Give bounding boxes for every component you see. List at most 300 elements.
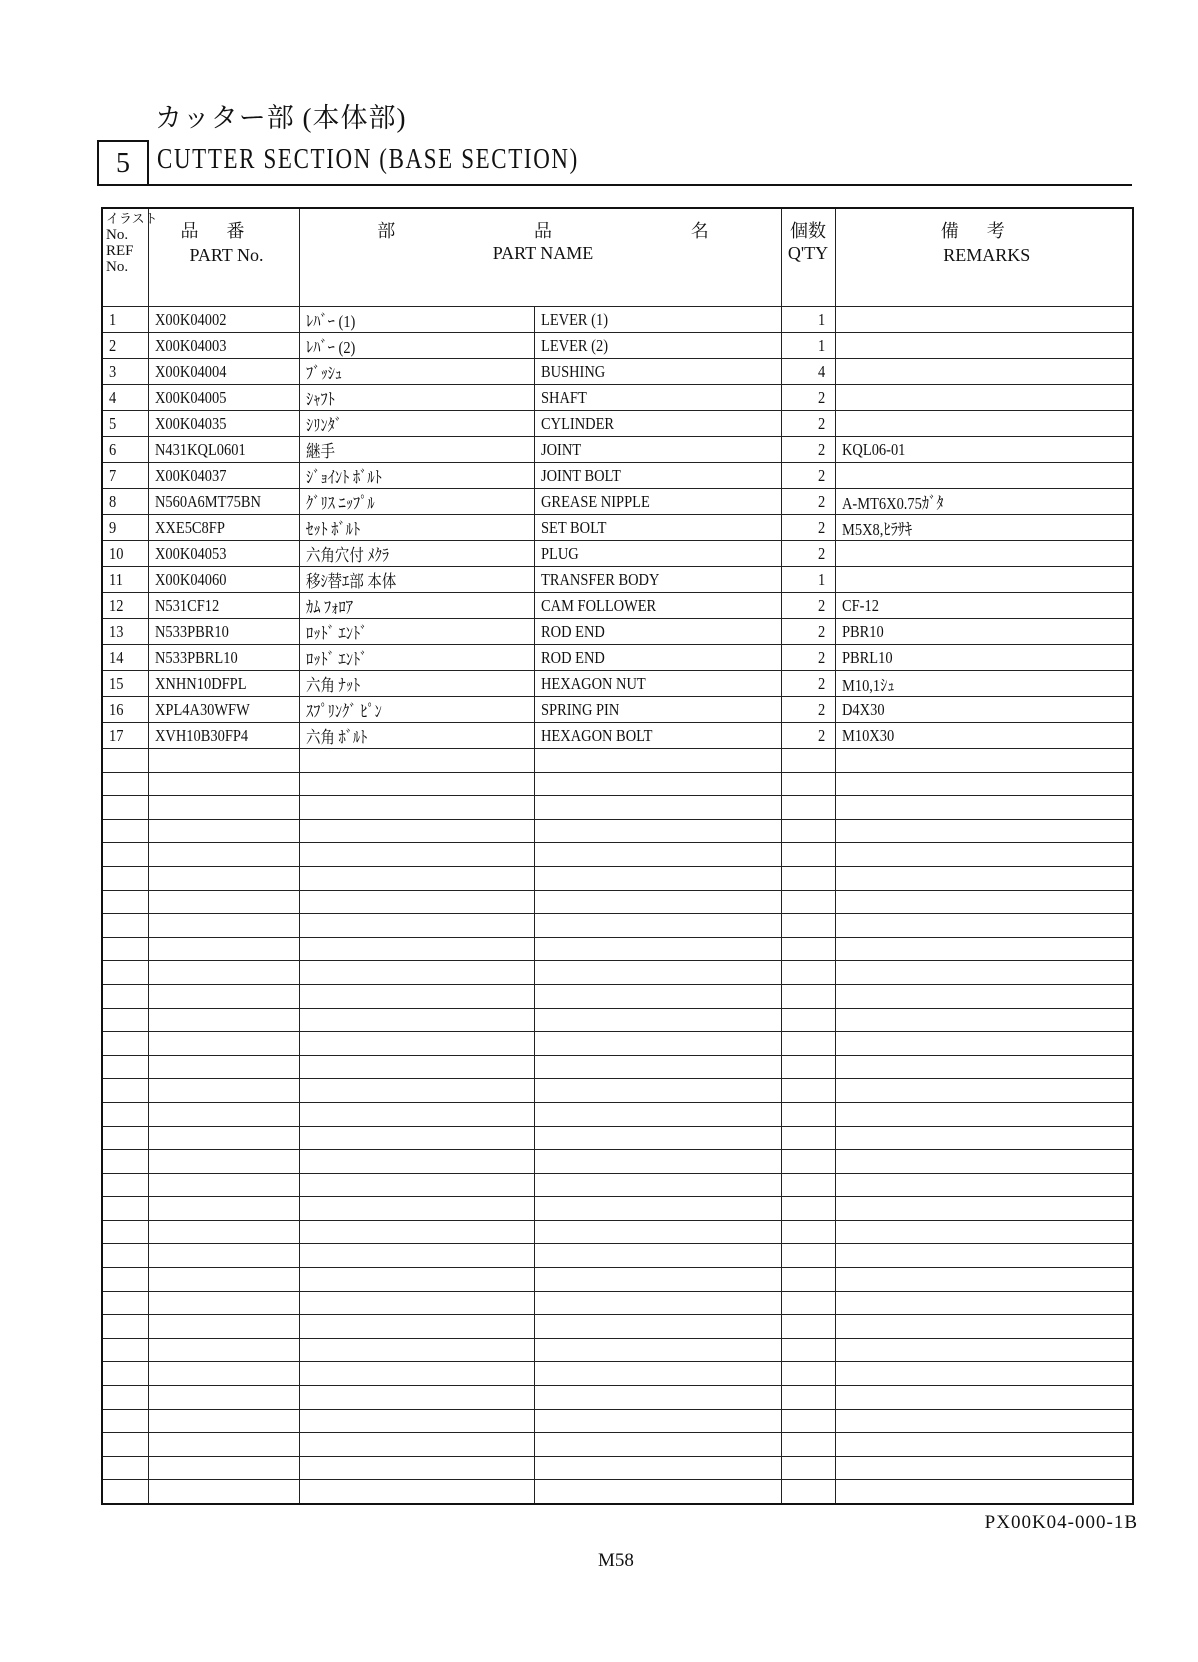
- header-part-name: [299, 208, 781, 307]
- cell-qty: [781, 671, 835, 697]
- cell-part-name-jp: [299, 463, 534, 489]
- cell-part-no: [148, 489, 299, 515]
- empty-table-row: [102, 984, 1133, 1008]
- cell-remarks: [835, 866, 1133, 890]
- cell-part-name-en-text: PLUG: [540, 543, 579, 563]
- cell-part-name-en: [534, 671, 781, 697]
- cell-qty-text: 2: [818, 699, 826, 719]
- cell-remarks: [835, 1386, 1133, 1410]
- cell-part-no: [148, 1150, 299, 1174]
- cell-remarks: [835, 1032, 1133, 1056]
- cell-ref: [102, 961, 148, 985]
- parts-table-body: [102, 307, 1133, 1505]
- cell-part-no: [148, 1244, 299, 1268]
- cell-qty: [781, 1079, 835, 1103]
- header-part-name-jp-char: 品: [534, 221, 552, 241]
- cell-qty-text: 2: [818, 439, 826, 459]
- cell-qty: [781, 1126, 835, 1150]
- empty-table-row: [102, 1008, 1133, 1032]
- cell-part-name-en: [534, 463, 781, 489]
- cell-qty: [781, 489, 835, 515]
- cell-part-name-jp: [299, 359, 534, 385]
- cell-qty: [781, 819, 835, 843]
- cell-part-name-en: [534, 1102, 781, 1126]
- cell-part-name-jp: [299, 937, 534, 961]
- cell-ref: [102, 749, 148, 773]
- cell-ref-text: 3: [109, 361, 117, 381]
- cell-qty-text: 2: [818, 413, 826, 433]
- table-row: [102, 385, 1133, 411]
- cell-part-no-text: N431KQL0601: [154, 439, 246, 459]
- cell-remarks: [835, 772, 1133, 796]
- cell-ref: [102, 307, 148, 333]
- cell-ref: [102, 359, 148, 385]
- header-part-name-jp-char: 名: [690, 221, 709, 241]
- cell-part-no: [148, 796, 299, 820]
- cell-qty: [781, 937, 835, 961]
- cell-part-name-en: [534, 1268, 781, 1292]
- empty-table-row: [102, 1456, 1133, 1480]
- cell-part-no: [148, 515, 299, 541]
- cell-qty: [781, 866, 835, 890]
- cell-part-no: [148, 437, 299, 463]
- cell-part-name-en: [534, 593, 781, 619]
- cell-qty: [781, 984, 835, 1008]
- cell-qty: [781, 463, 835, 489]
- cell-ref: [102, 333, 148, 359]
- cell-remarks-text: CF-12: [841, 595, 879, 615]
- cell-ref: [102, 1244, 148, 1268]
- cell-remarks: [835, 937, 1133, 961]
- cell-part-name-en: [534, 866, 781, 890]
- cell-ref: [102, 1386, 148, 1410]
- cell-ref: [102, 411, 148, 437]
- cell-ref: [102, 567, 148, 593]
- cell-part-name-jp-text: ﾚﾊﾞｰ (2): [305, 338, 355, 357]
- cell-qty-text: 2: [818, 543, 826, 563]
- section-title-en: CUTTER SECTION (BASE SECTION): [157, 144, 579, 175]
- cell-part-no-text: X00K04004: [154, 361, 226, 381]
- cell-qty: [781, 697, 835, 723]
- cell-part-name-jp: [299, 697, 534, 723]
- empty-table-row: [102, 1338, 1133, 1362]
- header-part-no-en: PART No.: [189, 245, 264, 265]
- header-remarks: [835, 208, 1133, 307]
- cell-part-name-jp: [299, 1126, 534, 1150]
- cell-part-no-text: XPL4A30WFW: [154, 699, 250, 719]
- cell-part-no-text: N560A6MT75BN: [154, 491, 261, 511]
- cell-remarks: [835, 1102, 1133, 1126]
- header-remarks-en: REMARKS: [943, 245, 1031, 265]
- cell-qty: [781, 1244, 835, 1268]
- cell-part-name-en-text: LEVER (2): [540, 335, 608, 355]
- cell-part-name-jp: [299, 671, 534, 697]
- cell-part-name-en-text: GREASE NIPPLE: [540, 491, 650, 511]
- cell-ref: [102, 843, 148, 867]
- cell-ref: [102, 671, 148, 697]
- cell-part-no: [148, 1102, 299, 1126]
- cell-remarks: [835, 645, 1133, 671]
- cell-part-no: [148, 819, 299, 843]
- table-row: [102, 567, 1133, 593]
- cell-part-name-en: [534, 961, 781, 985]
- cell-part-no: [148, 1315, 299, 1339]
- empty-table-row: [102, 1480, 1133, 1504]
- cell-part-no: [148, 937, 299, 961]
- cell-remarks: [835, 1197, 1133, 1221]
- empty-table-row: [102, 866, 1133, 890]
- cell-qty: [781, 961, 835, 985]
- empty-table-row: [102, 1362, 1133, 1386]
- cell-qty: [781, 1291, 835, 1315]
- cell-qty-text: 4: [818, 361, 826, 381]
- header-part-no: [148, 208, 299, 307]
- cell-part-name-jp-text: ｼｬﾌﾄ: [305, 390, 335, 409]
- cell-remarks-text: PBR10: [841, 621, 884, 641]
- cell-remarks: [835, 515, 1133, 541]
- cell-qty: [781, 843, 835, 867]
- cell-qty-text: 1: [818, 335, 826, 355]
- cell-part-name-en: [534, 772, 781, 796]
- cell-part-name-en-text: TRANSFER BODY: [540, 569, 659, 589]
- cell-remarks: [835, 1220, 1133, 1244]
- cell-part-name-en-text: HEXAGON BOLT: [540, 725, 652, 745]
- cell-ref: [102, 1055, 148, 1079]
- cell-part-no: [148, 1409, 299, 1433]
- cell-part-no: [148, 749, 299, 773]
- header-part-no-jp: 品番: [180, 221, 273, 241]
- cell-remarks: [835, 1456, 1133, 1480]
- cell-qty-text: 2: [818, 387, 826, 407]
- cell-part-name-jp: [299, 1409, 534, 1433]
- cell-part-no: [148, 866, 299, 890]
- cell-ref: [102, 890, 148, 914]
- cell-ref: [102, 489, 148, 515]
- table-row: [102, 541, 1133, 567]
- cell-ref: [102, 1480, 148, 1504]
- cell-qty: [781, 796, 835, 820]
- cell-part-name-jp: [299, 1079, 534, 1103]
- cell-remarks: [835, 489, 1133, 515]
- cell-ref-text: 16: [109, 699, 124, 719]
- cell-part-name-en: [534, 1338, 781, 1362]
- cell-qty: [781, 1338, 835, 1362]
- cell-part-name-en: [534, 1055, 781, 1079]
- cell-part-name-jp: [299, 567, 534, 593]
- cell-part-no: [148, 1079, 299, 1103]
- cell-qty: [781, 619, 835, 645]
- cell-part-name-en: [534, 937, 781, 961]
- table-row: [102, 619, 1133, 645]
- cell-part-name-jp: [299, 1197, 534, 1221]
- cell-part-name-jp: [299, 1032, 534, 1056]
- cell-ref-text: 14: [109, 647, 124, 667]
- cell-ref: [102, 914, 148, 938]
- cell-ref: [102, 1291, 148, 1315]
- cell-qty: [781, 645, 835, 671]
- cell-part-name-en: [534, 1480, 781, 1504]
- cell-part-name-jp: [299, 411, 534, 437]
- cell-remarks: [835, 697, 1133, 723]
- cell-part-name-en: [534, 1386, 781, 1410]
- empty-table-row: [102, 1102, 1133, 1126]
- cell-ref: [102, 984, 148, 1008]
- cell-part-name-en: [534, 645, 781, 671]
- empty-table-row: [102, 1268, 1133, 1292]
- cell-part-name-en: [534, 1197, 781, 1221]
- cell-part-name-jp-text: ﾚﾊﾞｰ (1): [305, 312, 355, 331]
- table-row: [102, 359, 1133, 385]
- cell-ref: [102, 385, 148, 411]
- cell-ref: [102, 619, 148, 645]
- cell-qty: [781, 1409, 835, 1433]
- cell-qty: [781, 411, 835, 437]
- cell-part-name-en: [534, 819, 781, 843]
- cell-qty: [781, 749, 835, 773]
- cell-part-name-en-text: ROD END: [540, 647, 605, 667]
- cell-part-name-jp: [299, 843, 534, 867]
- cell-part-no-text: X00K04035: [154, 413, 226, 433]
- cell-ref: [102, 1197, 148, 1221]
- cell-ref: [102, 819, 148, 843]
- cell-part-no-text: XXE5C8FP: [154, 517, 225, 537]
- cell-qty-text: 1: [818, 569, 826, 589]
- cell-qty: [781, 1480, 835, 1504]
- cell-remarks-text: KQL06-01: [841, 439, 905, 459]
- table-row: [102, 489, 1133, 515]
- cell-part-name-en-text: LEVER (1): [540, 309, 608, 329]
- document-code: PX00K04-000-1B: [984, 1512, 1138, 1533]
- cell-qty-text: 2: [818, 621, 826, 641]
- cell-qty: [781, 437, 835, 463]
- cell-ref: [102, 1220, 148, 1244]
- cell-ref: [102, 1126, 148, 1150]
- cell-part-name-jp-text: ﾌﾞｯｼｭ: [305, 364, 342, 383]
- cell-part-no: [148, 890, 299, 914]
- cell-part-no-text: XVH10B30FP4: [154, 725, 248, 745]
- empty-table-row: [102, 1386, 1133, 1410]
- cell-part-name-jp: [299, 1433, 534, 1457]
- cell-part-name-jp-text: ｽﾌﾟﾘﾝｸﾞ ﾋﾟﾝ: [305, 702, 382, 721]
- cell-remarks-text: M5X8,ﾋﾗｻｷ: [841, 520, 912, 539]
- cell-qty-text: 1: [818, 309, 826, 329]
- cell-part-name-jp: [299, 619, 534, 645]
- cell-part-name-en-text: HEXAGON NUT: [540, 673, 646, 693]
- cell-qty: [781, 1173, 835, 1197]
- cell-ref: [102, 1150, 148, 1174]
- cell-ref: [102, 1032, 148, 1056]
- section-number-box: 5: [97, 140, 149, 186]
- cell-part-no: [148, 385, 299, 411]
- cell-part-no: [148, 1386, 299, 1410]
- cell-part-no: [148, 541, 299, 567]
- cell-part-name-en: [534, 1244, 781, 1268]
- cell-part-name-jp: [299, 333, 534, 359]
- header-qty: [781, 208, 835, 307]
- cell-part-name-en: [534, 1409, 781, 1433]
- cell-part-name-jp: [299, 1456, 534, 1480]
- cell-remarks: [835, 385, 1133, 411]
- cell-part-name-jp: [299, 593, 534, 619]
- cell-part-name-en-text: JOINT BOLT: [540, 465, 621, 485]
- header-ref-line: No.: [106, 227, 129, 243]
- cell-part-name-jp: [299, 1150, 534, 1174]
- cell-remarks: [835, 1268, 1133, 1292]
- cell-remarks: [835, 914, 1133, 938]
- empty-table-row: [102, 914, 1133, 938]
- cell-remarks-text: M10,1ｼｭ: [841, 676, 895, 695]
- cell-qty: [781, 1220, 835, 1244]
- cell-part-no: [148, 723, 299, 749]
- cell-remarks: [835, 333, 1133, 359]
- cell-part-name-en: [534, 359, 781, 385]
- empty-table-row: [102, 1173, 1133, 1197]
- cell-part-name-en-text: CYLINDER: [540, 413, 614, 433]
- cell-qty-text: 2: [818, 491, 826, 511]
- empty-table-row: [102, 819, 1133, 843]
- cell-part-name-en: [534, 723, 781, 749]
- cell-part-name-en: [534, 796, 781, 820]
- cell-part-name-en: [534, 567, 781, 593]
- cell-remarks: [835, 593, 1133, 619]
- cell-ref-text: 7: [109, 465, 117, 485]
- cell-part-name-jp: [299, 1480, 534, 1504]
- cell-part-name-jp-text: 六角穴付 ﾒｸﾗ: [305, 546, 389, 565]
- cell-part-no-text: X00K04037: [154, 465, 226, 485]
- cell-qty: [781, 890, 835, 914]
- cell-part-no: [148, 333, 299, 359]
- cell-ref: [102, 1315, 148, 1339]
- empty-table-row: [102, 796, 1133, 820]
- cell-part-name-en-text: JOINT: [540, 439, 581, 459]
- cell-part-no: [148, 411, 299, 437]
- table-header-row: [102, 208, 1133, 307]
- cell-qty: [781, 1315, 835, 1339]
- empty-table-row: [102, 1315, 1133, 1339]
- section-title-jp: カッター部 (本体部): [155, 103, 407, 133]
- cell-part-no: [148, 1456, 299, 1480]
- header-part-name-jp: [306, 217, 781, 243]
- cell-part-no-text: N531CF12: [154, 595, 219, 615]
- cell-ref-text: 8: [109, 491, 117, 511]
- table-row: [102, 333, 1133, 359]
- cell-qty: [781, 541, 835, 567]
- page-number: M58: [598, 1550, 634, 1571]
- cell-part-name-jp-text: ﾛｯﾄﾞ ｴﾝﾄﾞ: [305, 650, 367, 669]
- cell-part-name-jp: [299, 489, 534, 515]
- cell-remarks: [835, 1362, 1133, 1386]
- cell-part-name-en: [534, 1291, 781, 1315]
- cell-ref: [102, 645, 148, 671]
- cell-part-name-en: [534, 1150, 781, 1174]
- cell-ref: [102, 437, 148, 463]
- cell-qty: [781, 1055, 835, 1079]
- header-ref: [102, 208, 158, 307]
- cell-part-no: [148, 1197, 299, 1221]
- cell-remarks: [835, 567, 1133, 593]
- cell-part-name-jp: [299, 914, 534, 938]
- cell-remarks: [835, 819, 1133, 843]
- cell-ref: [102, 1102, 148, 1126]
- table-row: [102, 307, 1133, 333]
- empty-table-row: [102, 1220, 1133, 1244]
- cell-part-no: [148, 1220, 299, 1244]
- header-ref-line: REF: [106, 243, 134, 259]
- cell-ref: [102, 1409, 148, 1433]
- cell-part-name-jp: [299, 772, 534, 796]
- cell-ref: [102, 1079, 148, 1103]
- cell-ref: [102, 1338, 148, 1362]
- cell-ref-text: 2: [109, 335, 117, 355]
- cell-ref: [102, 1456, 148, 1480]
- cell-part-no: [148, 1055, 299, 1079]
- cell-part-name-en: [534, 1433, 781, 1457]
- cell-part-name-en: [534, 307, 781, 333]
- cell-qty: [781, 593, 835, 619]
- cell-remarks: [835, 1480, 1133, 1504]
- title-rule: [97, 184, 1132, 186]
- empty-table-row: [102, 843, 1133, 867]
- cell-ref: [102, 937, 148, 961]
- cell-part-no: [148, 1291, 299, 1315]
- cell-part-name-jp-text: ｶﾑ ﾌｫﾛｱ: [305, 598, 353, 617]
- cell-remarks: [835, 961, 1133, 985]
- empty-table-row: [102, 772, 1133, 796]
- cell-remarks: [835, 843, 1133, 867]
- cell-part-name-en-text: SET BOLT: [540, 517, 606, 537]
- cell-part-no-text: X00K04002: [154, 309, 226, 329]
- cell-ref: [102, 772, 148, 796]
- cell-ref-text: 6: [109, 439, 117, 459]
- cell-part-name-en: [534, 411, 781, 437]
- cell-part-no: [148, 1268, 299, 1292]
- empty-table-row: [102, 1244, 1133, 1268]
- table-row: [102, 697, 1133, 723]
- cell-ref-text: 11: [109, 569, 123, 589]
- cell-part-name-en-text: SPRING PIN: [540, 699, 619, 719]
- cell-part-name-en: [534, 914, 781, 938]
- cell-remarks: [835, 1150, 1133, 1174]
- cell-part-no: [148, 772, 299, 796]
- cell-qty-text: 2: [818, 673, 826, 693]
- cell-part-name-jp-text: 継手: [305, 442, 335, 461]
- empty-table-row: [102, 1126, 1133, 1150]
- cell-part-name-jp: [299, 1315, 534, 1339]
- cell-part-name-jp-text: 六角 ﾎﾞﾙﾄ: [305, 728, 367, 747]
- cell-part-no-text: X00K04003: [154, 335, 226, 355]
- cell-part-name-jp: [299, 1386, 534, 1410]
- cell-part-name-jp: [299, 749, 534, 773]
- cell-part-no: [148, 961, 299, 985]
- cell-part-name-jp-text: 移ｼ替ｴ部 本体: [305, 572, 396, 591]
- cell-part-name-en-text: SHAFT: [540, 387, 587, 407]
- cell-remarks: [835, 1315, 1133, 1339]
- cell-part-name-en: [534, 843, 781, 867]
- cell-remarks-text: PBRL10: [841, 647, 893, 667]
- table-row: [102, 671, 1133, 697]
- cell-part-no: [148, 1338, 299, 1362]
- cell-remarks: [835, 541, 1133, 567]
- table-row: [102, 593, 1133, 619]
- cell-qty: [781, 567, 835, 593]
- cell-part-name-jp: [299, 1220, 534, 1244]
- cell-remarks: [835, 307, 1133, 333]
- cell-remarks: [835, 890, 1133, 914]
- cell-part-name-jp: [299, 1362, 534, 1386]
- cell-ref: [102, 541, 148, 567]
- cell-qty-text: 2: [818, 647, 826, 667]
- cell-part-no-text: X00K04053: [154, 543, 226, 563]
